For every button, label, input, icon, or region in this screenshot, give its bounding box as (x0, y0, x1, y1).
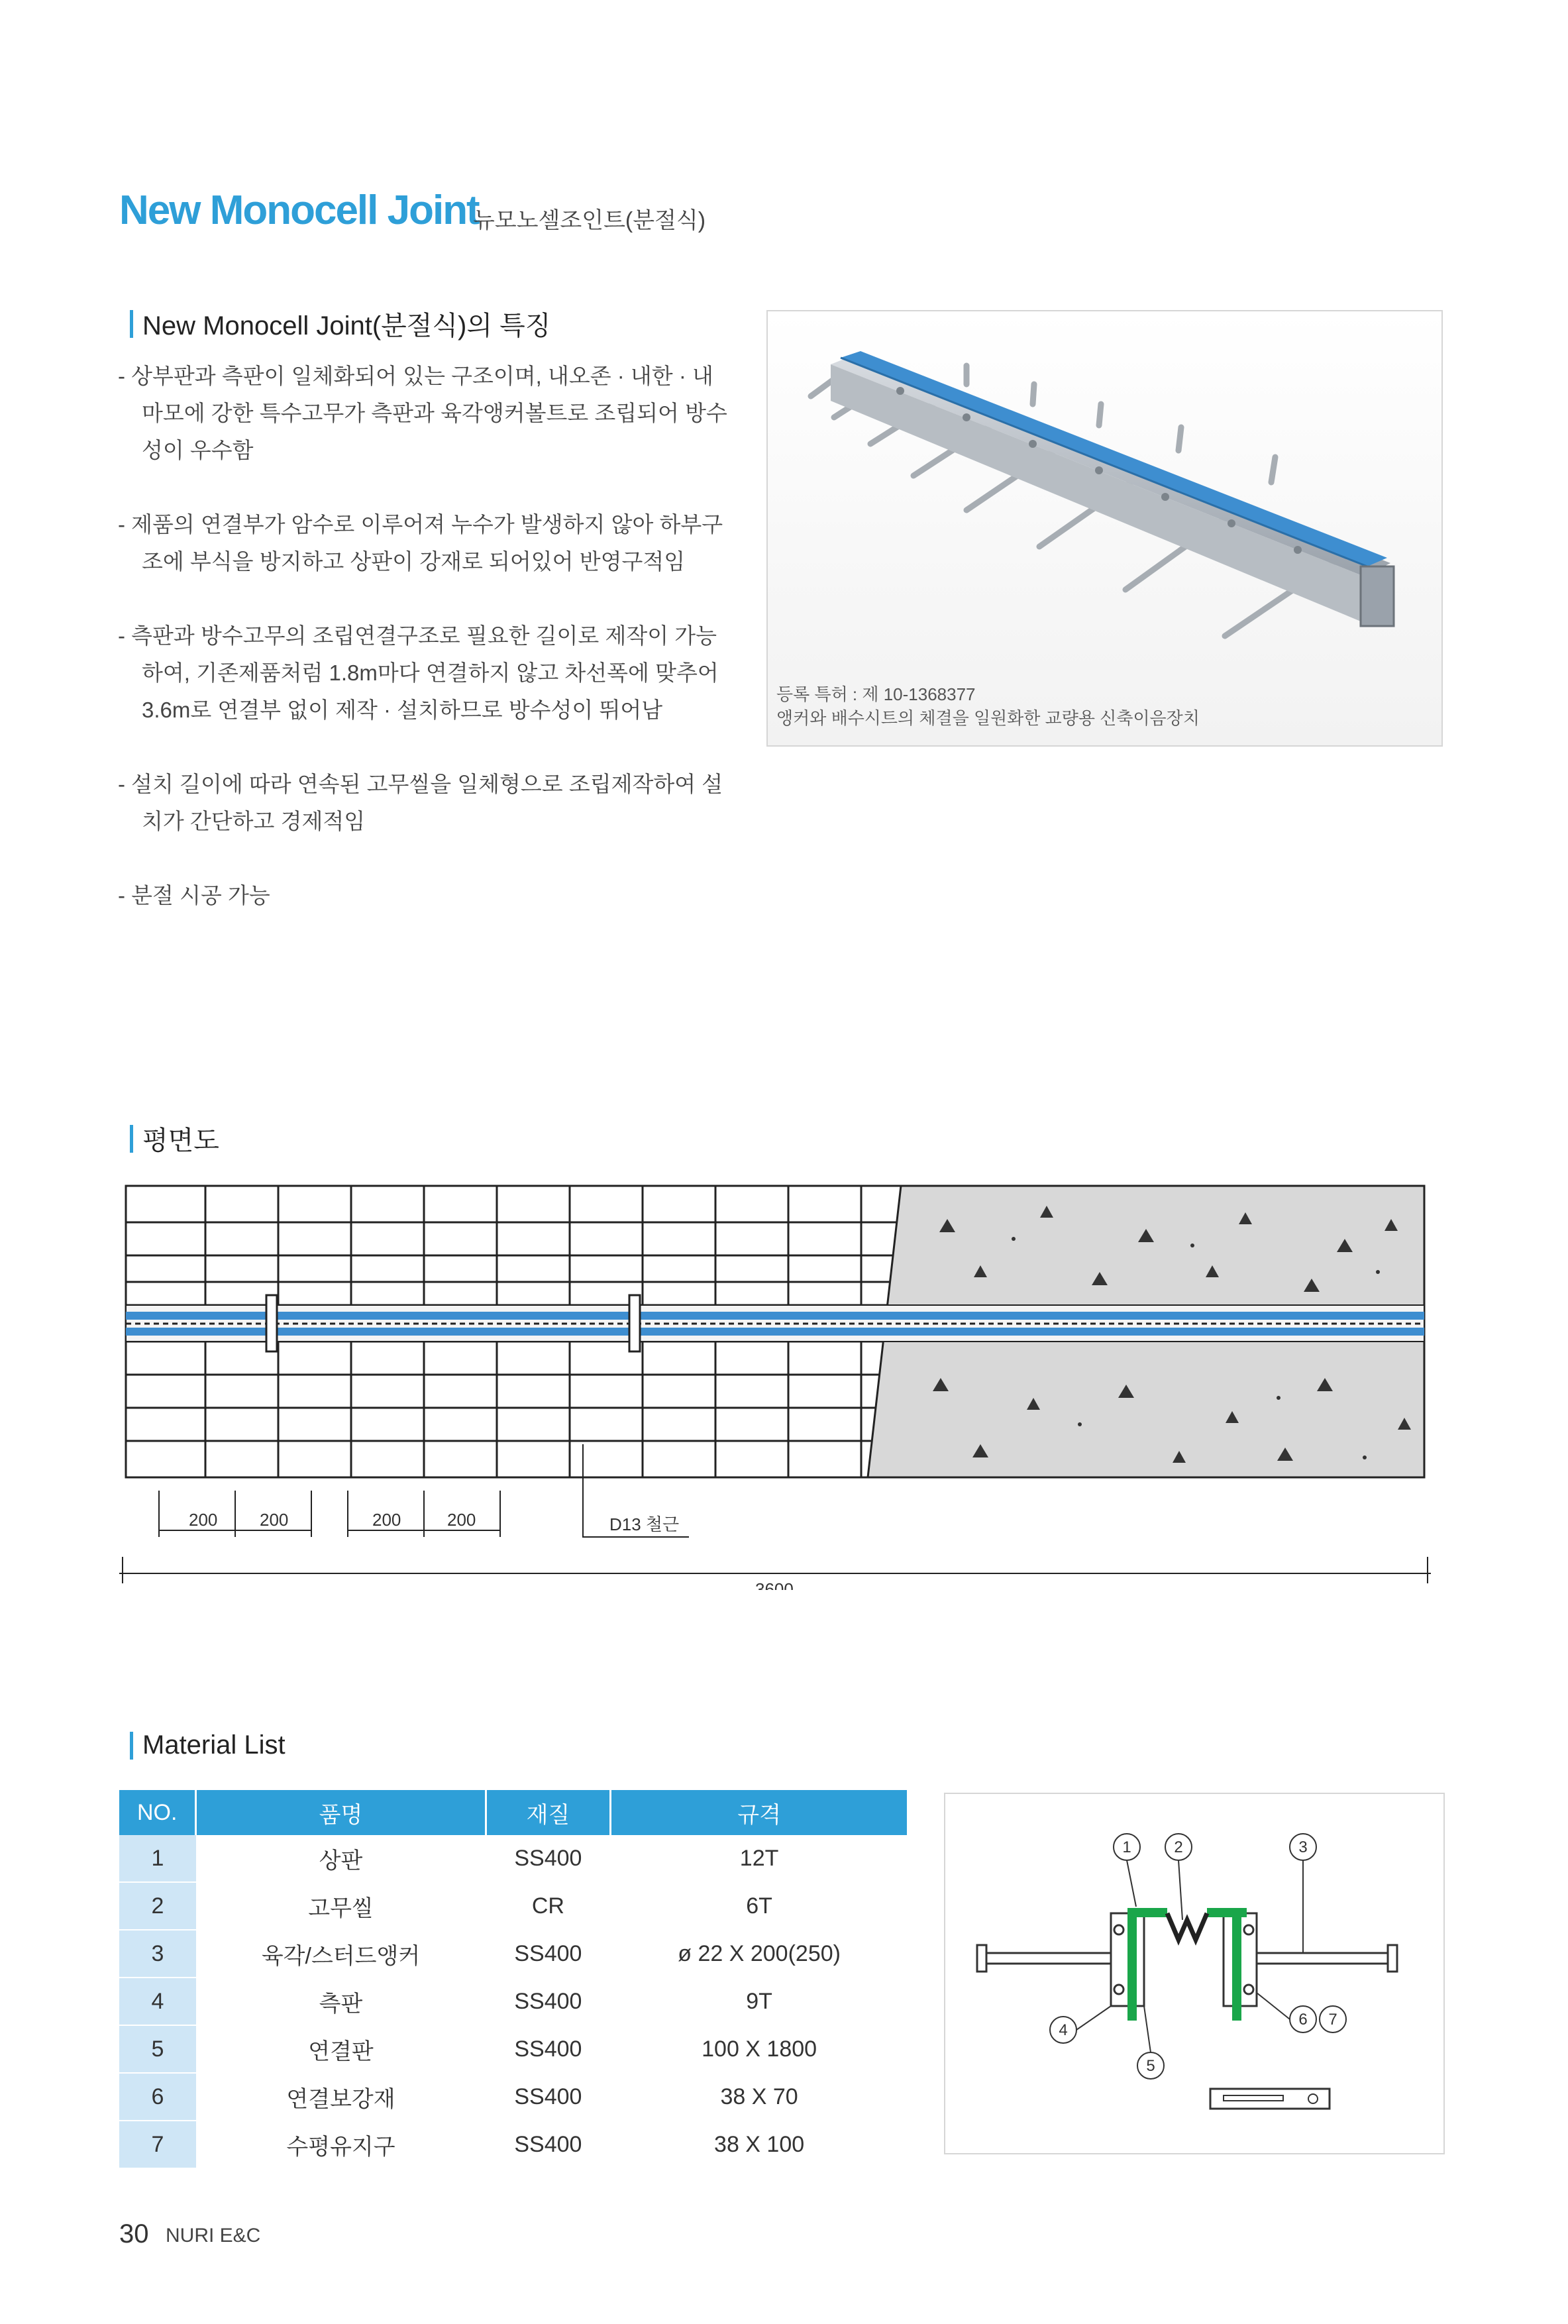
table-row (119, 1930, 908, 1978)
callout-2: 2 (1174, 1838, 1183, 1856)
dim-label: 200 (260, 1510, 289, 1530)
cell: CR (486, 1882, 611, 1930)
plan-view-svg (119, 1179, 1431, 1590)
dim-label: 200 (372, 1510, 401, 1530)
cell: 38 X 70 (611, 2073, 908, 2121)
callout-1: 1 (1122, 1838, 1131, 1856)
cell: 3 (119, 1930, 196, 1978)
callout-7: 7 (1328, 2011, 1337, 2029)
cell: SS400 (486, 2073, 611, 2121)
cell: 2 (119, 1882, 196, 1930)
feature-item: - 분절 시공 가능 (118, 883, 270, 908)
cell: 측판 (196, 1978, 486, 2025)
rebar-label: D13 철근 (609, 1514, 680, 1534)
cell: 상판 (196, 1835, 486, 1882)
table-row (119, 1835, 908, 1882)
callout-6: 6 (1298, 2011, 1308, 2029)
cell: 12T (611, 1835, 908, 1882)
cell: SS400 (486, 1835, 611, 1882)
cross-section-diagram (944, 1793, 1445, 2154)
heading-bar (130, 1125, 133, 1153)
cell: 수평유지구 (196, 2121, 486, 2168)
plan-heading-text: 평면도 (142, 1126, 219, 1155)
cell: SS400 (486, 2121, 611, 2168)
material-table (119, 1790, 909, 2169)
feature-item: - 제품의 연결부가 암수로 이루어져 누수가 발생하지 않아 하부구조에 부식을 방지하고 상판이 강재로 되어있어 반영구적임 (118, 512, 723, 574)
heading-bar (130, 310, 133, 338)
total-length-label: 3600 (755, 1579, 794, 1590)
cell: 연결판 (196, 2025, 486, 2073)
cell: 고무씰 (196, 1882, 486, 1930)
cell: SS400 (486, 1930, 611, 1978)
table-row (119, 2025, 908, 2073)
photo-caption (776, 682, 1200, 730)
cell: 5 (119, 2025, 196, 2073)
callout-4: 4 (1059, 2021, 1068, 2039)
callout-3: 3 (1298, 1838, 1308, 1856)
cell: 4 (119, 1978, 196, 2025)
company-name: NURI E&C (166, 2225, 261, 2246)
joint-illustration (768, 311, 1441, 745)
feature-item: - 상부판과 측판이 일체화되어 있는 구조이며, 내오존 · 내한 · 내마모에 강한 특수고무가 측판과 육각앵커볼트로 조립되어 방수성이 우수함 (118, 364, 727, 462)
dim-label: 200 (447, 1510, 476, 1530)
cell: 육각/스터드앵커 (196, 1930, 486, 1978)
cell: 38 X 100 (611, 2121, 908, 2168)
callout-5: 5 (1146, 2057, 1155, 2075)
cell: 6T (611, 1882, 908, 1930)
plan-heading (130, 1120, 219, 1157)
table-row (119, 2121, 908, 2168)
col-header: 재질 (486, 1790, 611, 1835)
col-header: NO. (119, 1790, 196, 1835)
col-header: 규격 (611, 1790, 908, 1835)
cell: 7 (119, 2121, 196, 2168)
cell: SS400 (486, 2025, 611, 2073)
cell: 9T (611, 1978, 908, 2025)
features-heading (130, 305, 550, 343)
patent-number: 등록 특허 : 제 10-1368377 (776, 684, 976, 704)
cell: SS400 (486, 1978, 611, 2025)
cross-section-svg (945, 1794, 1443, 2153)
col-header: 품명 (196, 1790, 486, 1835)
table-row (119, 1882, 908, 1930)
plan-drawing (119, 1179, 1431, 1590)
page-title: New Monocell Joint (119, 187, 479, 233)
page-subtitle: 뉴모노셀조인트(분절식) (473, 208, 706, 233)
feature-item: - 측판과 방수고무의 조립연결구조로 필요한 길이로 제작이 가능하여, 기존제품처럼 1.8m마다 연결하지 않고 차선폭에 맞추어 3.6m로 연결부 없이 제작 · 설치하므로 방수성이 뛰어남 (118, 623, 719, 722)
feature-list (118, 358, 727, 914)
heading-bar (130, 1732, 133, 1760)
table-row (119, 2073, 908, 2121)
materials-heading-text: Material List (142, 1730, 286, 1760)
features-heading-text: New Monocell Joint(분절식)의 특징 (142, 311, 551, 341)
cell: 연결보강재 (196, 2073, 486, 2121)
feature-item: - 설치 길이에 따라 연속된 고무씰을 일체형으로 조립제작하여 설치가 간단하고 경제적임 (118, 772, 723, 833)
page-number: 30 (119, 2219, 149, 2248)
cell: 6 (119, 2073, 196, 2121)
table-row (119, 1978, 908, 2025)
dim-label: 200 (189, 1510, 218, 1530)
table-header-row (119, 1790, 908, 1835)
cell: 100 X 1800 (611, 2025, 908, 2073)
materials-heading (130, 1730, 286, 1760)
cell: ø 22 X 200(250) (611, 1930, 908, 1978)
product-photo (766, 310, 1443, 747)
cell: 1 (119, 1835, 196, 1882)
patent-title: 앵커와 배수시트의 체결을 일원화한 교량용 신축이음장치 (776, 708, 1200, 728)
